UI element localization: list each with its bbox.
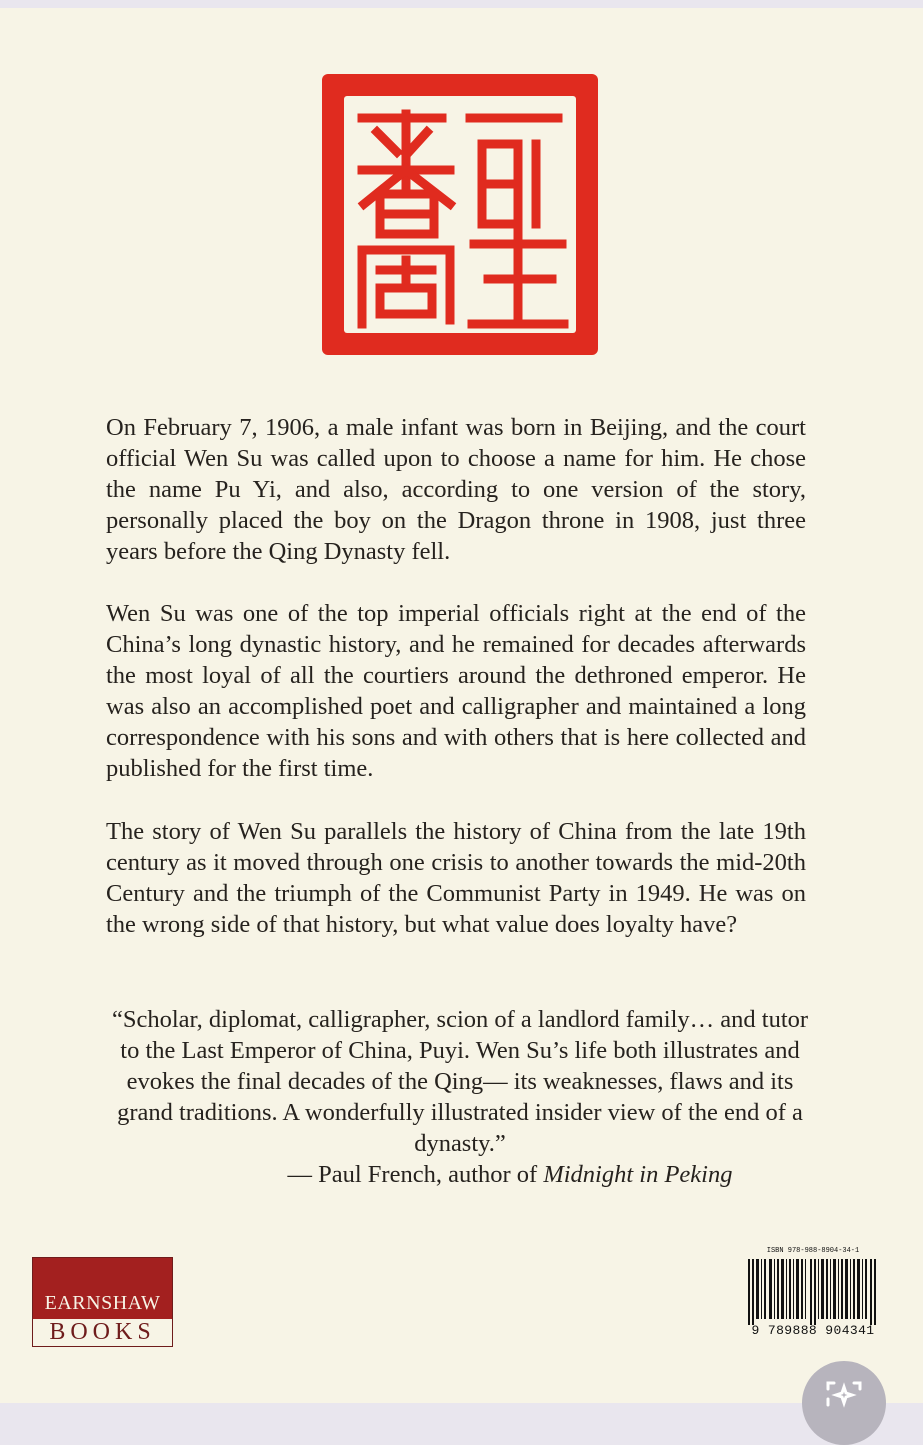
- endorsement-quote: “Scholar, diplomat, calligrapher, scion of a landlord family… and tutor to the Last Emperor of China, Puyi. Wen Su’s life both illustrates and evokes the final decades of the Qing— its weaknesses, flaws and its grand traditions. A wonderfully illustrated insider view of the end of a dynasty.”: [111, 1006, 809, 1157]
- visual-search-button[interactable]: [802, 1361, 886, 1445]
- isbn-label: ISBN 978-988-8904-34-1: [766, 1247, 860, 1255]
- blurb-paragraph-1: On February 7, 1906, a male infant was born in Beijing, and the court official Wen Su was called upon to choose a name for him. He chose the name Pu Yi, and also, according to one version of the story, personally placed the boy on the Dragon throne in 1908, just three years before the Qing Dynasty fell.: [106, 414, 806, 565]
- publisher-sub: BOOKS: [49, 1319, 156, 1345]
- barcode-bars-icon: [748, 1259, 878, 1325]
- barcode-number: 9 789888 904341: [751, 1323, 875, 1338]
- seal-stamp-icon: [322, 74, 598, 355]
- publisher-logo: [32, 1257, 173, 1347]
- book-back-cover: [0, 8, 923, 1403]
- isbn-barcode: [743, 1247, 883, 1349]
- publisher-name: EARNSHAW: [44, 1292, 161, 1314]
- blurb-paragraph-2: Wen Su was one of the top imperial officials right at the end of the China’s long dynastic history, and he remained for decades afterwards the most loyal of all the courtiers around the dethroned emperor. He was also an accomplished poet and calligrapher and maintained a long correspondence with his sons and with others that is here collected and published for the first time.: [106, 600, 806, 782]
- visual-search-icon: [824, 1379, 864, 1409]
- blurb-paragraph-3: The story of Wen Su parallels the history of China from the late 19th century as it moved through one crisis to another towards the mid-20th Century and the triumph of the Communist Party in 1949. He was on the wrong side of that history, but what value does loyalty have?: [106, 818, 806, 938]
- endorsement-attribution: [100, 1159, 820, 1190]
- attribution-prefix: — Paul French, author of: [287, 1161, 544, 1188]
- attribution-book-title: Midnight in Peking: [543, 1161, 733, 1188]
